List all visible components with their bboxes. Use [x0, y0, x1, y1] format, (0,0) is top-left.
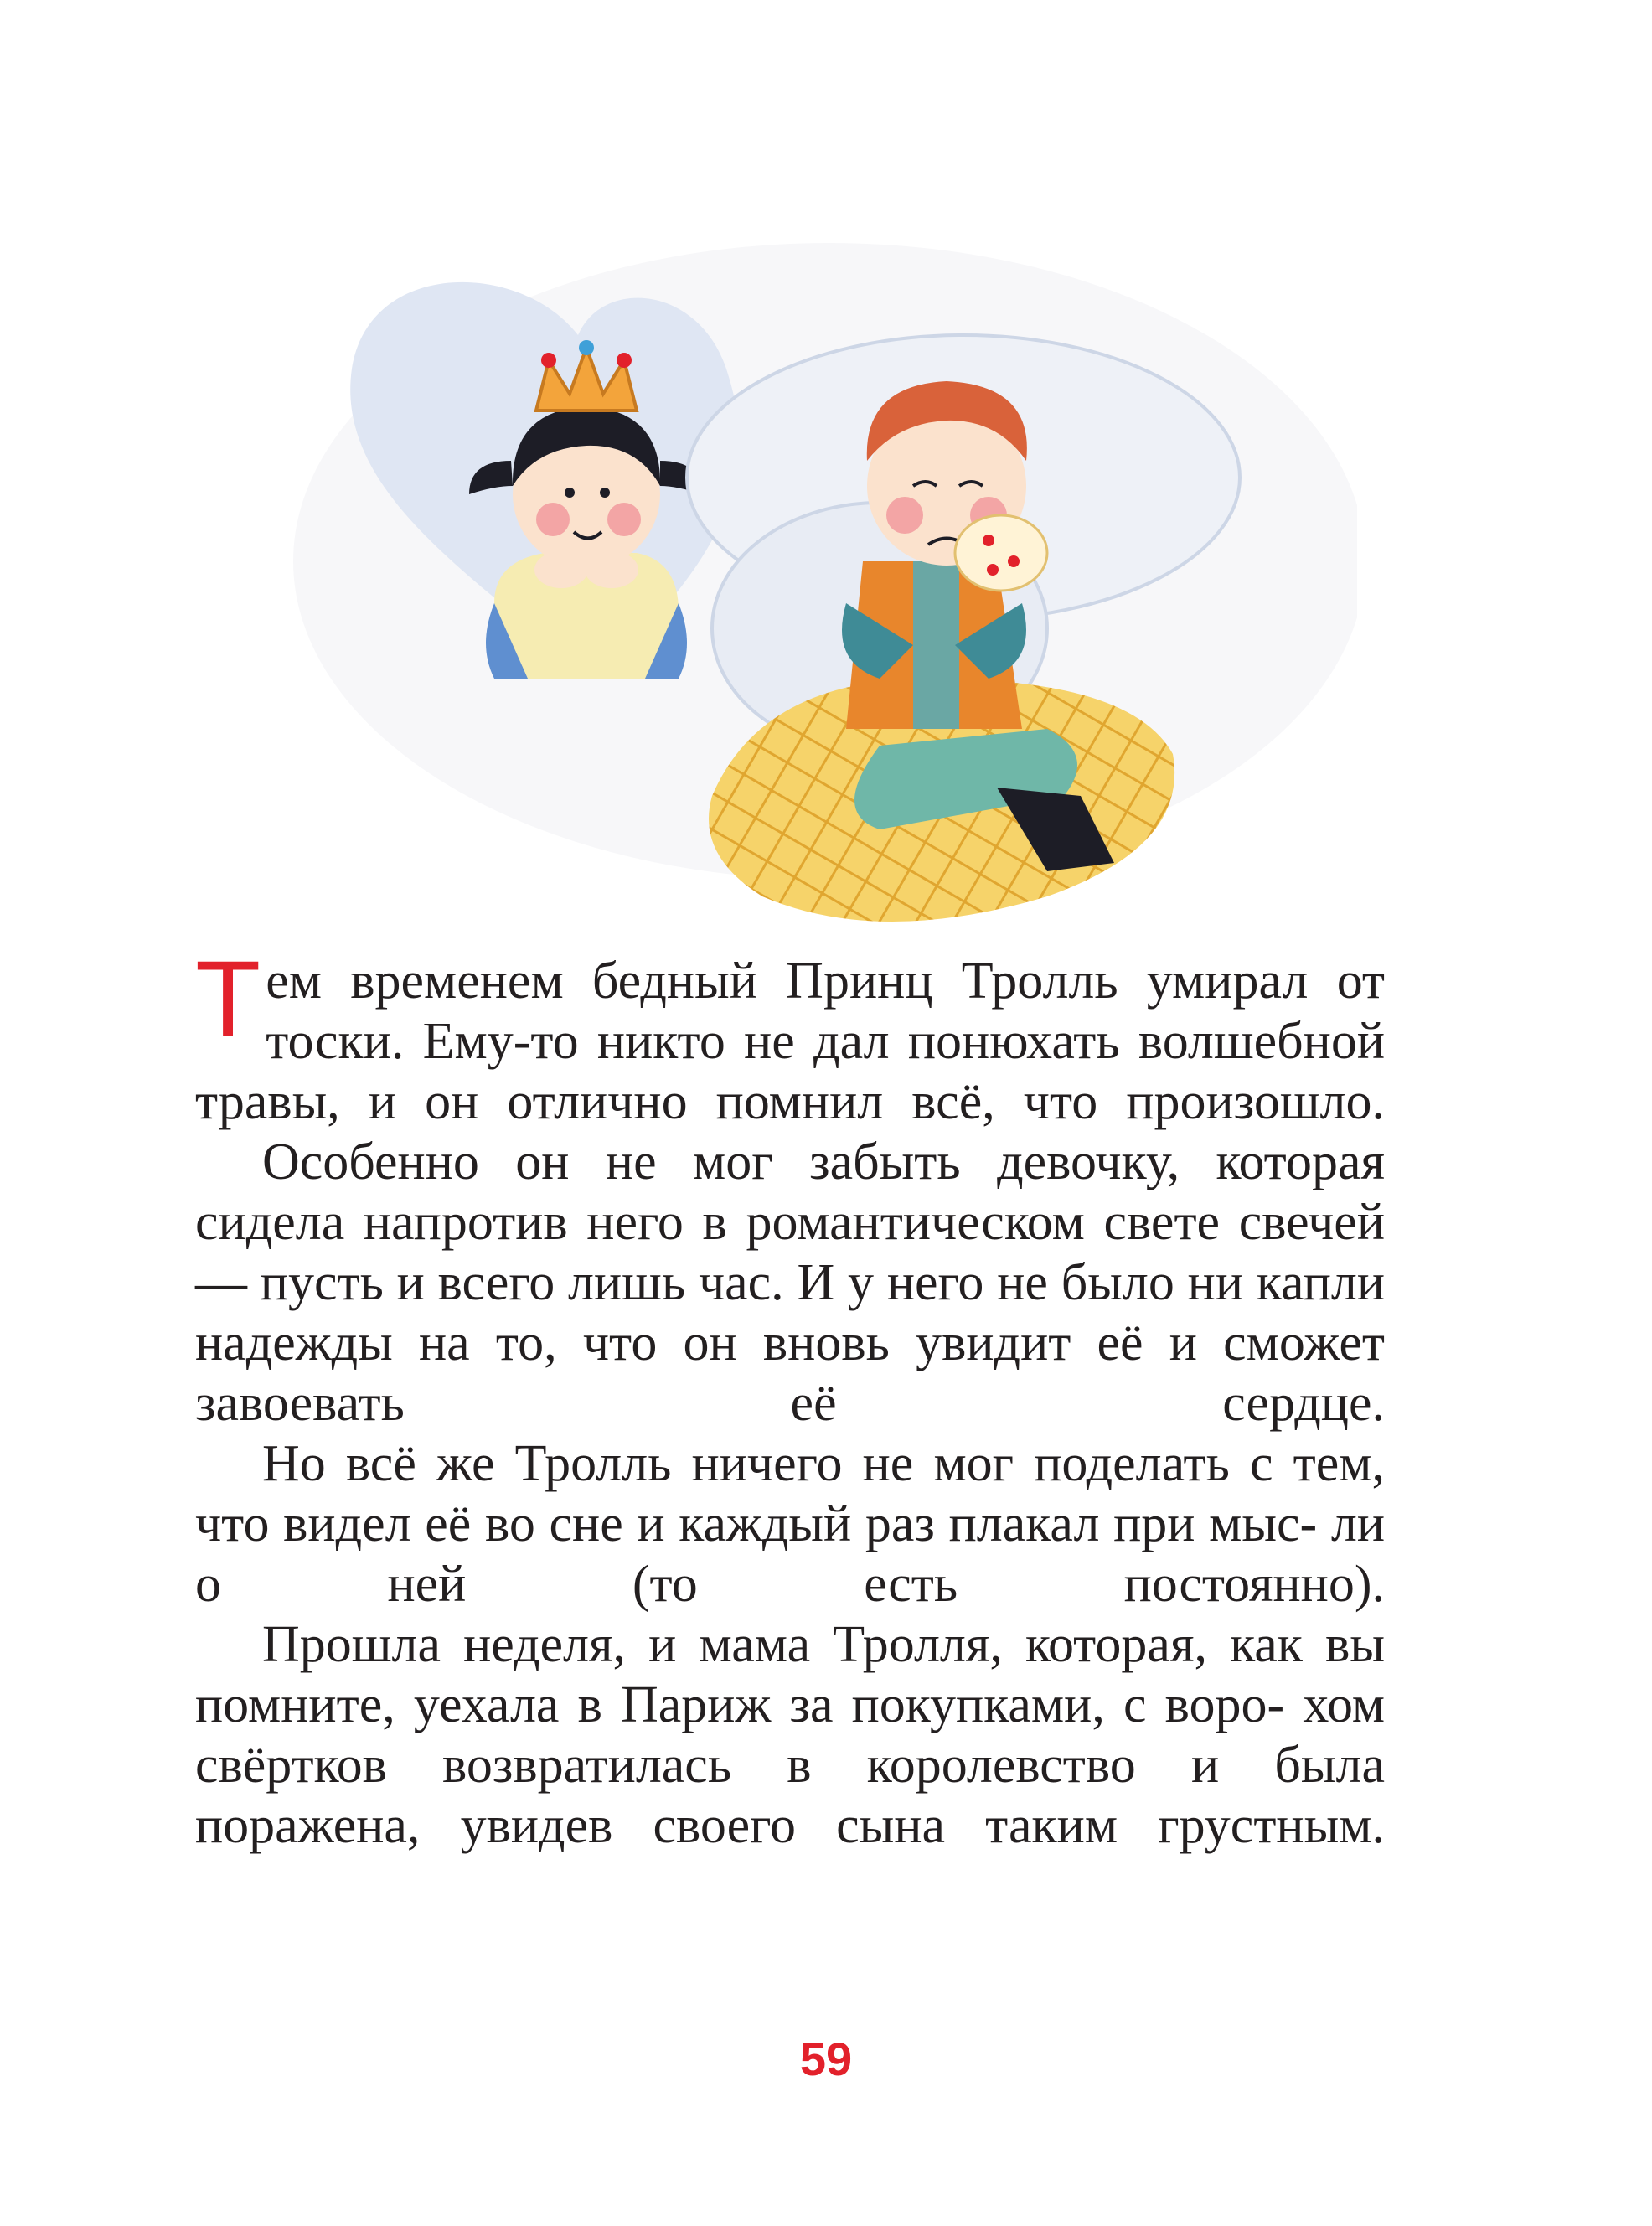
text-line: Но всё же Тролль ничего не мог поделать с тем, [262, 1435, 1385, 1492]
text-line: тоски. Ему-то никто не дал понюхать волшебной [266, 1013, 1385, 1070]
drop-cap: Т [195, 939, 261, 1059]
text-line: травы, и он отлично помнил всё, что произошло. [195, 1073, 1385, 1130]
text-line: помните, уехала в Париж за покупками, с воро- [195, 1676, 1285, 1733]
text-line: свечей — пусть и всего лишь час. И у него не было [195, 1194, 1386, 1311]
text-line: Прошла неделя, и мама Тролля, которая, как вы [262, 1616, 1385, 1673]
page-number: 59 [799, 2032, 853, 2085]
story-text [195, 939, 1386, 1856]
paragraph-3 [195, 1433, 1385, 1614]
text-line: хом свёртков возвратилась в королевство и была [195, 1676, 1386, 1794]
text-line: ни капли надежды на то, что он вновь увидит её [195, 1254, 1385, 1371]
text-line: что видел её во сне и каждый раз плакал при мыс- [195, 1495, 1318, 1552]
text-line: и сможет завоевать её сердце. [195, 1314, 1385, 1432]
text-line: ем временем бедный Принц Тролль умирал от [266, 953, 1385, 1010]
text-line: сидела напротив него в романтическом свете [195, 1194, 1221, 1251]
text-line: поражена, увидев своего сына таким грустным. [195, 1797, 1385, 1854]
text-line: ли о ней (то есть постоянно). [195, 1495, 1385, 1613]
text-line: Особенно он не мог забыть девочку, которая [262, 1134, 1385, 1190]
paragraph-4 [195, 1614, 1385, 1856]
paragraph-1 [195, 939, 1385, 1132]
story-illustration [243, 209, 1357, 963]
paragraph-2 [195, 1132, 1385, 1433]
